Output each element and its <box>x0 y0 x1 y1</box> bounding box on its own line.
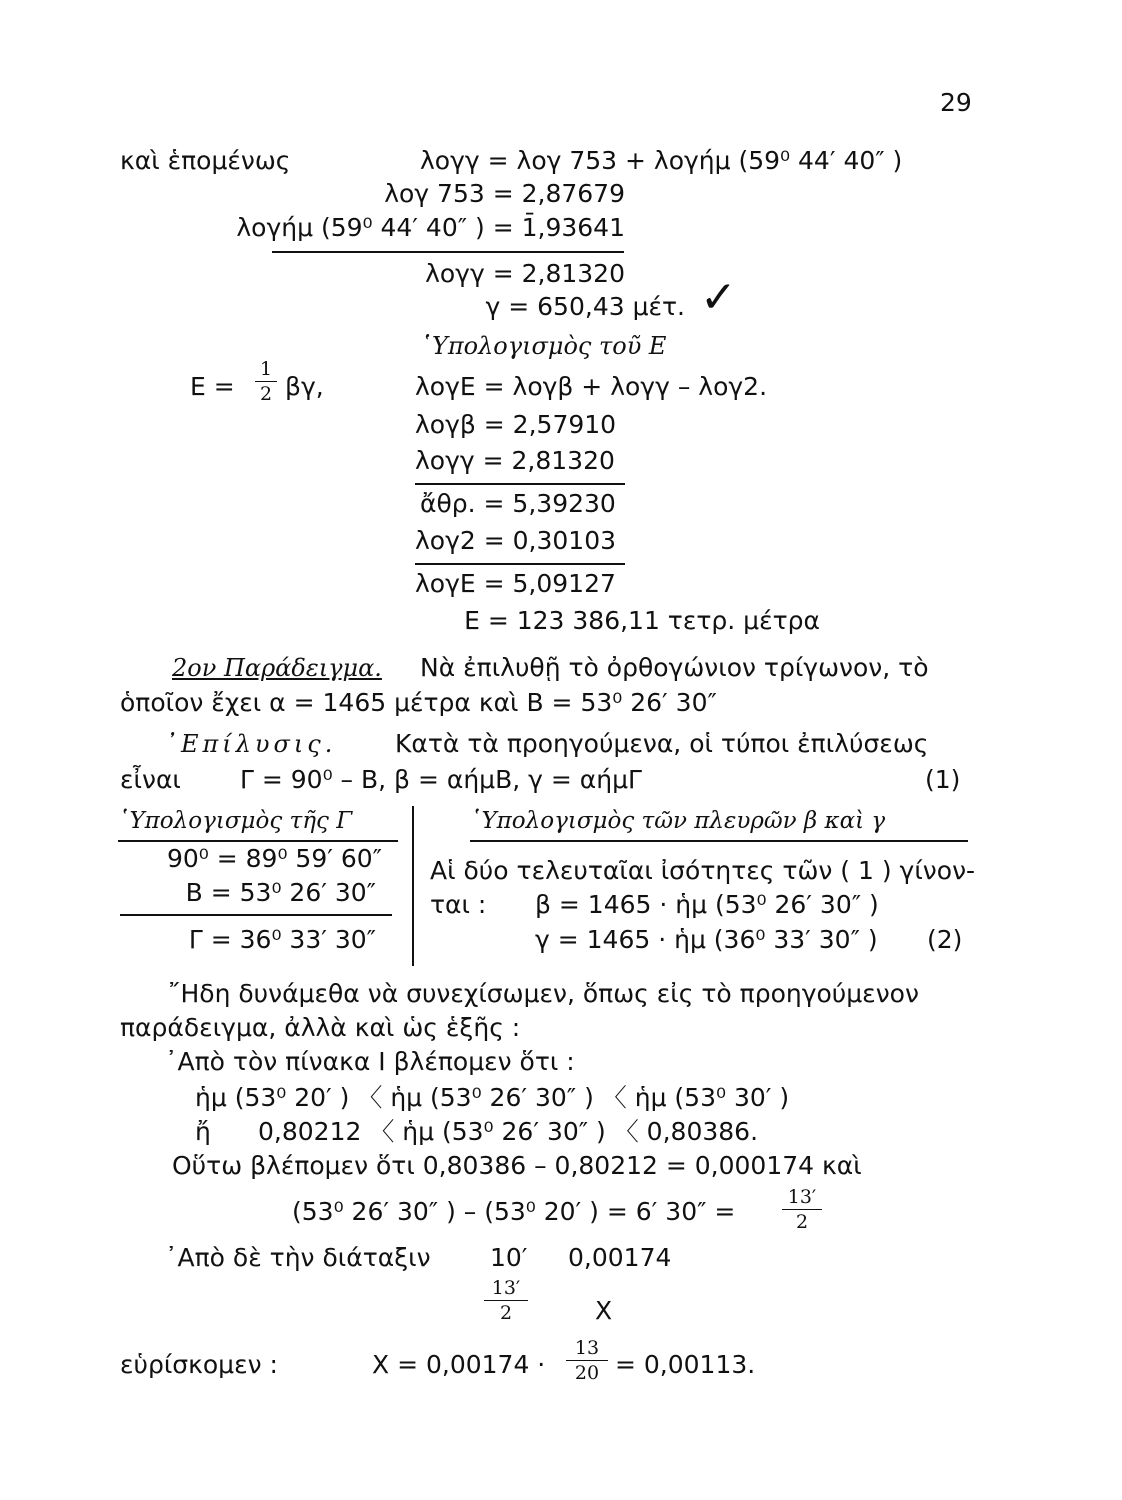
equation-line: λογήμ (59⁰ 44′ 40″ ) = 1̄,93641 <box>236 213 625 242</box>
e-formula-fraction <box>255 358 277 405</box>
e-formula-right: βγ, <box>285 372 324 401</box>
equation-line: Β = 53⁰ 26′ 30″ <box>185 878 376 907</box>
paragraph-line: Κατὰ τὰ προηγούμενα, οἱ τύποι ἐπιλύσεως <box>395 729 929 758</box>
solution-label: ᾿Επίλυσις. <box>165 730 337 758</box>
paragraph-line: παράδειγμα, ἀλλὰ καὶ ὡς ἑξῆς : <box>120 1013 521 1042</box>
diff-fraction <box>782 1186 822 1233</box>
equation-line: λογγ = 2,81320 <box>415 446 615 475</box>
example-title: 2ον Παράδειγμα. <box>172 654 382 682</box>
paragraph-line: ὁποῖον ἔχει α = 1465 μέτρα καὶ Β = 53⁰ 26′ 30″ <box>120 688 717 717</box>
equation-tag: (2) <box>927 925 963 954</box>
column-heading: ῾Υπολογισμὸς τῶν πλευρῶν β καὶ γ <box>470 808 886 834</box>
column-divider <box>412 806 414 966</box>
fraction-bar <box>782 1209 822 1210</box>
paragraph-line: ται : <box>430 890 487 919</box>
fraction-bar <box>566 1360 608 1361</box>
fraction-denominator: 2 <box>259 383 273 405</box>
equation-line: 90⁰ = 89⁰ 59′ 60″ <box>166 844 382 873</box>
sum-rule <box>272 251 624 253</box>
fraction-bar <box>484 1300 528 1301</box>
fraction-numerator: 13′ <box>491 1277 521 1299</box>
column-heading: ῾Υπολογισμὸς τῆς Γ <box>118 808 353 834</box>
formula-line: Γ = 90⁰ – Β, β = αήμΒ, γ = αήμΓ <box>240 765 642 794</box>
arrangement-value: 0,00174 <box>568 1243 672 1272</box>
paragraph-line: Οὕτω βλέπομεν ὅτι 0,80386 – 0,80212 = 0,000174 καὶ <box>172 1151 862 1180</box>
heading-underline <box>470 840 968 842</box>
equation-line: ἄθρ. = 5,39230 <box>420 489 616 518</box>
fraction-numerator: 1 <box>259 358 273 380</box>
paragraph-line: Νὰ ἐπιλυθῇ τὸ ὀρθογώνιον τρίγωνον, τὸ <box>420 653 929 682</box>
arrangement-value: 10′ <box>490 1243 528 1272</box>
difference-rule <box>415 563 625 565</box>
fraction-bar <box>255 381 277 382</box>
page-number: 29 <box>940 88 972 117</box>
fraction-denominator: 2 <box>795 1211 809 1233</box>
inequality-line: ἡμ (53⁰ 20′ ) 〈 ἡμ (53⁰ 26′ 30″ ) 〈 ἡμ (53⁰ 30′ ) <box>195 1083 790 1112</box>
paragraph-line: Αἱ δύο τελευταῖαι ἰσότητες τῶν ( 1 ) γίνον- <box>430 856 976 885</box>
result-lead: εὑρίσκομεν : <box>120 1350 278 1379</box>
equation-line: λογβ = 2,57910 <box>415 410 617 439</box>
equation-line: λογΕ = λογβ + λογγ – λογ2. <box>415 372 768 401</box>
equation-line: λογ 753 = 2,87679 <box>384 179 625 208</box>
inequality-line: 0,80212 〈 ἡμ (53⁰ 26′ 30″ ) 〈 0,80386. <box>258 1117 759 1146</box>
fraction-numerator: 13 <box>574 1337 600 1359</box>
e-formula-left: Ε = <box>190 372 235 401</box>
equation-line: λογΕ = 5,09127 <box>415 569 616 598</box>
equation-line: γ = 650,43 μέτ. <box>485 292 685 321</box>
section-heading: ῾Υπολογισμὸς τοῦ Ε <box>420 332 667 360</box>
formula-lead: εἶναι <box>120 765 181 794</box>
check-mark-icon: ✓ <box>700 272 737 323</box>
fraction-numerator: 13′ <box>787 1186 817 1208</box>
inequality-lead: ἤ <box>195 1117 211 1146</box>
arrangement-lead: ᾿Απὸ δὲ τὴν διάταξιν <box>165 1243 431 1272</box>
equation-line: Ε = 123 386,11 τετρ. μέτρα <box>464 606 820 635</box>
equation-line: λογγ = λογ 753 + λογήμ (59⁰ 44′ 40″ ) <box>420 146 903 175</box>
equation-line: Γ = 36⁰ 33′ 30″ <box>188 925 376 954</box>
equation-line: (53⁰ 26′ 30″ ) – (53⁰ 20′ ) = 6′ 30″ = <box>292 1197 736 1226</box>
equation-line: λογ2 = 0,30103 <box>415 526 617 555</box>
paragraph-line: ῎Ηδη δυνάμεθα νὰ συνεχίσωμεν, ὅπως εἰς τὸ προηγούμενον <box>168 979 919 1008</box>
equation-line: λογγ = 2,81320 <box>425 259 625 288</box>
equation-tag: (1) <box>925 765 961 794</box>
paragraph-line: ᾿Απὸ τὸν πίνακα Ι βλέπομεν ὅτι : <box>165 1047 575 1076</box>
lead-text: καὶ ἑπομένως <box>120 146 291 175</box>
result-equation: Χ = 0,00174 · <box>372 1350 546 1379</box>
arrangement-fraction <box>484 1277 528 1324</box>
fraction-denominator: 2 <box>499 1302 513 1324</box>
fraction-denominator: 20 <box>574 1362 600 1384</box>
heading-underline <box>118 840 398 842</box>
equation-line: γ = 1465 · ἡμ (36⁰ 33′ 30″ ) <box>535 925 878 954</box>
arrangement-unknown: Χ <box>595 1296 613 1325</box>
result-equation: = 0,00113. <box>615 1350 756 1379</box>
result-fraction <box>566 1337 608 1384</box>
sum-rule <box>415 483 625 485</box>
equation-line: β = 1465 · ἡμ (53⁰ 26′ 30″ ) <box>535 890 879 919</box>
difference-rule <box>120 914 392 916</box>
